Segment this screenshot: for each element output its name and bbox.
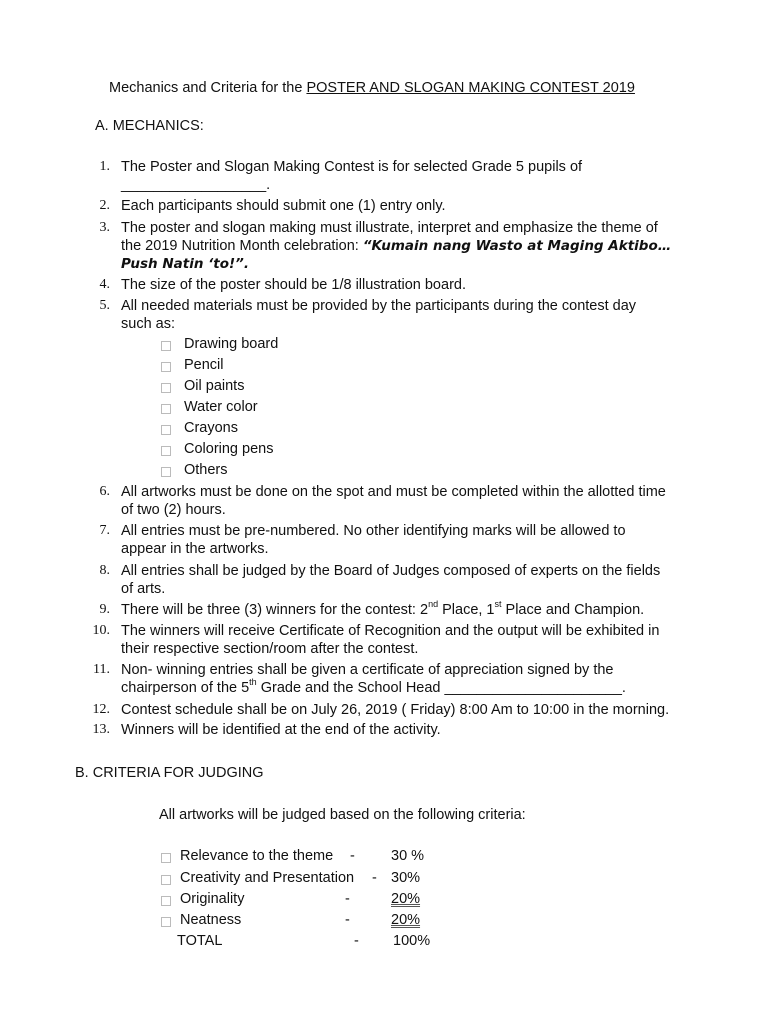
theme-intro: the 2019 Nutrition Month celebration: [121,238,363,254]
section-a-heading: A. MECHANICS: [95,118,204,134]
list-item-text [121,601,644,619]
item-number: 4. [99,277,110,292]
theme-slogan: “Kumain nang Wasto at Maging Aktibo… [362,238,672,254]
total-percent: 100% [393,933,431,949]
bullet-box-icon [161,853,171,863]
list-item-text: appear in the artworks. [121,541,269,557]
page-title [109,79,635,97]
list-item-text: of arts. [121,581,166,597]
list-item-text: The poster and slogan making must illustrate, interpret and emphasize the theme of [121,220,658,236]
winners-text: Place, 1 [438,602,495,618]
chairperson-text: chairperson of the 5 [121,680,250,696]
bullet-box-icon [161,383,171,393]
bullet-box-icon [161,425,171,435]
criteria-percent: 20% [391,912,421,928]
list-item-text: of two (2) hours. [121,502,226,518]
list-item-text: their respective section/room after the contest. [121,641,419,657]
item-number: 7. [99,523,110,538]
criteria-percent: 30 % [391,848,425,864]
bullet-box-icon [161,875,171,885]
total-label: TOTAL [177,933,223,949]
list-item-text: All artworks must be done on the spot and must be completed within the allotted time [121,484,666,500]
winners-text: There will be three (3) winners for the contest: 2 [121,602,429,618]
item-number: 6. [99,484,110,499]
criteria-dash: - [345,891,350,907]
list-item-text: Non- winning entries shall be given a certificate of appreciation signed by the [121,662,614,678]
chairperson-text: Grade and the School Head ______________________. [256,680,626,696]
list-item-text: The winners will receive Certificate of Recognition and the output will be exhibited in [121,623,660,639]
list-item-text: All needed materials must be provided by the participants during the contest day [121,298,637,314]
material-item: Pencil [184,357,224,373]
criteria-dash: - [345,912,350,928]
item-number: 2. [99,198,110,213]
item-number: 9. [99,602,110,617]
list-item-text: All entries shall be judged by the Board of Judges composed of experts on the fields [121,563,661,579]
list-item-text [121,679,626,697]
title-prefix: Mechanics and Criteria for the [109,80,307,96]
item-number: 5. [99,298,110,313]
bullet-box-icon [161,917,171,927]
criteria-percent: 30% [391,870,421,886]
theme-slogan-cont: Push Natin ‘to!”. [121,256,250,272]
ordinal-suffix: th [249,677,257,688]
criteria-dash: - [350,848,355,864]
criteria-name: Relevance to the theme [180,848,334,864]
material-item: Coloring pens [184,441,274,457]
list-item-text: The Poster and Slogan Making Contest is for selected Grade 5 pupils of [121,159,583,175]
list-item-text: such as: [121,316,175,332]
item-number: 10. [92,623,110,638]
item-number: 8. [99,563,110,578]
section-b-heading: B. CRITERIA FOR JUDGING [75,765,264,781]
bullet-box-icon [161,896,171,906]
list-item-text [121,237,671,255]
bullet-box-icon [161,341,171,351]
bullet-box-icon [161,446,171,456]
material-item: Water color [184,399,258,415]
criteria-name: Creativity and Presentation [180,870,355,886]
ordinal-suffix: nd [428,599,439,610]
list-item-text: Contest schedule shall be on July 26, 2019 ( Friday) 8:00 Am to 10:00 in the morning. [121,702,670,718]
item-number: 3. [99,220,110,235]
list-item-text: The size of the poster should be 1/8 illustration board. [121,277,466,293]
item-number: 13. [92,722,110,737]
list-item-text: __________________. [121,177,271,193]
list-item-text: All entries must be pre-numbered. No other identifying marks will be allowed to [121,523,626,539]
ordinal-suffix: st [494,599,502,610]
material-item: Crayons [184,420,238,436]
criteria-name: Originality [180,891,245,907]
criteria-intro: All artworks will be judged based on the following criteria: [159,807,526,823]
total-dash: - [354,933,359,949]
bullet-box-icon [161,404,171,414]
material-item: Drawing board [184,336,279,352]
material-item: Oil paints [184,378,245,394]
title-contest-name: POSTER AND SLOGAN MAKING CONTEST 2019 [306,80,635,96]
material-item: Others [184,462,228,478]
bullet-box-icon [161,362,171,372]
bullet-box-icon [161,467,171,477]
item-number: 1. [99,159,110,174]
criteria-dash: - [372,870,377,886]
list-item-text: Each participants should submit one (1) entry only. [121,198,446,214]
criteria-percent: 20% [391,891,421,907]
item-number: 12. [92,702,110,717]
item-number: 11. [93,662,110,677]
criteria-name: Neatness [180,912,242,928]
list-item-text: Winners will be identified at the end of the activity. [121,722,441,738]
winners-text: Place and Champion. [501,602,645,618]
